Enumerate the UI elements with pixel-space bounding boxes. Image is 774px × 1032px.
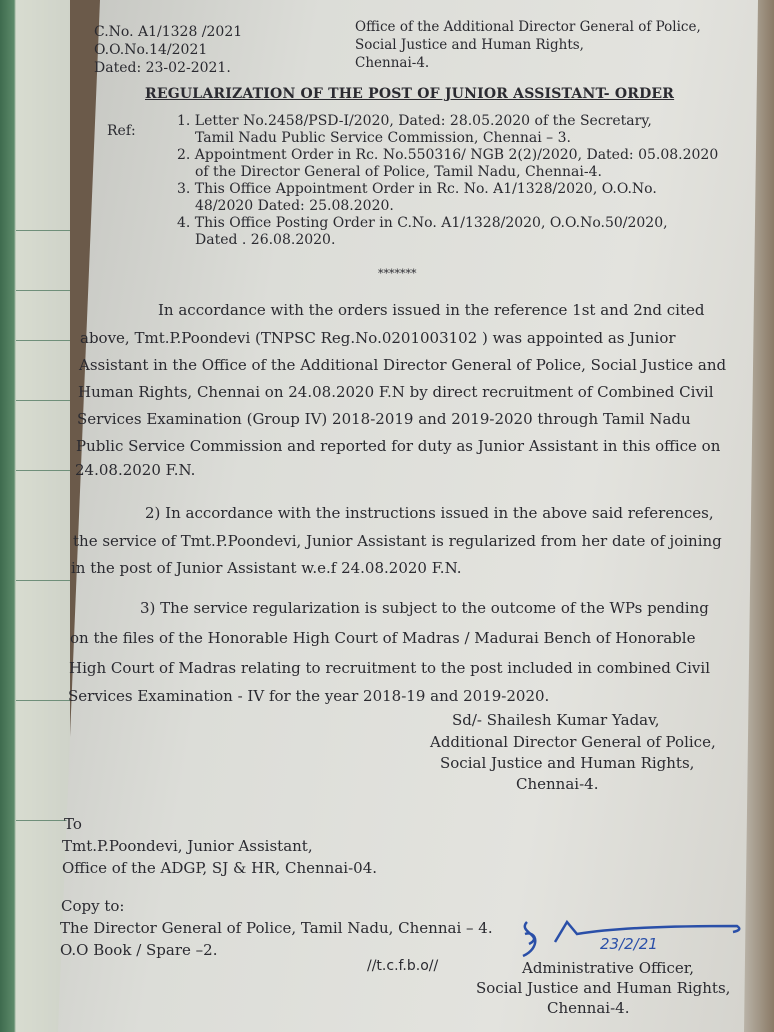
para-line: Services Examination (Group IV) 2018-2019 and 2019-2020 through Tamil Nadu	[77, 410, 691, 428]
to-label: To	[64, 815, 82, 833]
copy-line: O.O Book / Spare –2.	[60, 941, 218, 959]
para-line: 2) In accordance with the instructions issued in the above said references,	[145, 504, 714, 522]
officer-line: Administrative Officer,	[522, 959, 695, 977]
officer-line: Social Justice and Human Rights,	[476, 979, 731, 997]
to-line: Office of the ADGP, SJ & HR, Chennai-04.	[62, 859, 377, 877]
ref-label: Ref:	[107, 123, 136, 139]
signature-date: 23/2/21	[600, 935, 658, 953]
office-line: Social Justice and Human Rights,	[355, 37, 584, 53]
office-line: Chennai-4.	[355, 55, 430, 71]
ref-item: Tamil Nadu Public Service Commission, Chennai – 3.	[195, 130, 571, 146]
oono: O.O.No.14/2021	[94, 42, 208, 58]
para-line: the service of Tmt.P.Poondevi, Junior Assistant is regularized from her date of joining	[73, 532, 722, 550]
cno: C.No. A1/1328 /2021	[94, 24, 243, 40]
copy-line: The Director General of Police, Tamil Nadu, Chennai – 4.	[60, 919, 493, 937]
ref-item: 3. This Office Appointment Order in Rc. No. A1/1328/2020, O.O.No.	[177, 181, 657, 197]
para-line: Human Rights, Chennai on 24.08.2020 F.N by direct recruitment of Combined Civil	[78, 383, 714, 401]
ref-item: of the Director General of Police, Tamil Nadu, Chennai-4.	[195, 164, 602, 180]
ref-item: 2. Appointment Order in Rc. No.550316/ NGB 2(2)/2020, Dated: 05.08.2020	[177, 147, 719, 163]
ref-item: 48/2020 Dated: 25.08.2020.	[195, 198, 394, 214]
ref-item: Dated . 26.08.2020.	[195, 232, 336, 248]
signatory-line: Social Justice and Human Rights,	[440, 754, 695, 772]
para-line: Public Service Commission and reported for duty as Junior Assistant in this office on	[76, 437, 721, 455]
para-line: in the post of Junior Assistant w.e.f 24.08.2020 F.N.	[71, 559, 462, 577]
signatory-line: Additional Director General of Police,	[430, 733, 716, 751]
para-line: High Court of Madras relating to recruitment to the post included in combined Civil	[69, 659, 710, 677]
ref-item: 1. Letter No.2458/PSD-I/2020, Dated: 28.05.2020 of the Secretary,	[177, 113, 652, 129]
separator: *******	[378, 267, 417, 280]
para-line: In accordance with the orders issued in the reference 1st and 2nd cited	[158, 301, 705, 319]
para-line: on the files of the Honorable High Court of Madras / Madurai Bench of Honorable	[70, 629, 696, 647]
copy-label: Copy to:	[61, 897, 125, 915]
ref-item: 4. This Office Posting Order in C.No. A1/1328/2020, O.O.No.50/2020,	[177, 215, 668, 231]
para-line: Services Examination - IV for the year 2018-19 and 2019-2020.	[68, 687, 550, 705]
signatory-line: Sd/- Shailesh Kumar Yadav,	[452, 711, 660, 729]
para-line: Assistant in the Office of the Additional Director General of Police, Social Justice and	[79, 356, 727, 374]
document-title: REGULARIZATION OF THE POST OF JUNIOR ASSISTANT- ORDER	[145, 86, 675, 102]
to-line: Tmt.P.Poondevi, Junior Assistant,	[62, 837, 313, 855]
para-line: 24.08.2020 F.N.	[75, 461, 196, 479]
dated: Dated: 23-02-2021.	[94, 60, 231, 76]
signatory-line: Chennai-4.	[516, 775, 599, 793]
officer-line: Chennai-4.	[547, 999, 630, 1017]
tcfbo: //t.c.f.b.o//	[367, 958, 439, 974]
para-line: above, Tmt.P.Poondevi (TNPSC Reg.No.0201003102 ) was appointed as Junior	[80, 329, 676, 347]
office-line: Office of the Additional Director General of Police,	[355, 19, 701, 35]
para-line: 3) The service regularization is subject to the outcome of the WPs pending	[140, 599, 709, 617]
